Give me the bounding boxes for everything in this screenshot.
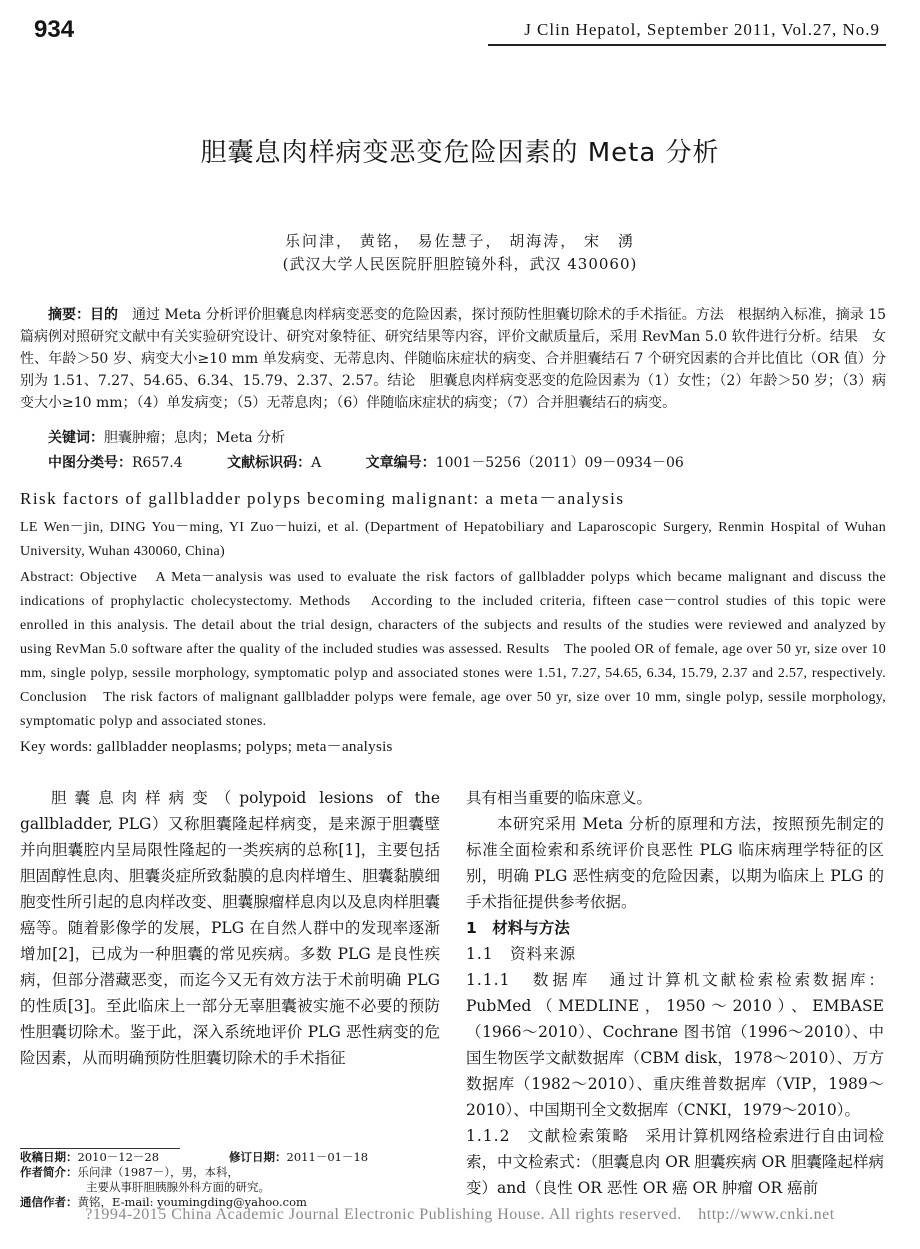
keywords-text: 胆囊肿瘤；息肉；Meta 分析 [104, 430, 286, 446]
abstract-label: 摘要：目的 [48, 307, 119, 323]
clc-label: 中图分类号： [48, 455, 132, 471]
doc-code-value: A [311, 455, 322, 471]
english-abstract: Abstract: Objective A Meta－analysis was used to evaluate the risk factors of gallbladder polyps which became malignant and discuss the indications of prophylactic cholecystectomy. Methods According to the included criteria, fifteen case－control studies of this topic were enrolled in this analysis. The detail about the trial design, characters of the subjects and results of the studies were reviewed and analyzed by using RevMan 5.0 software after the quality of the included studies was assessed. Results The pooled OR of female, age over 50 yr, size over 10 mm, single polyp, sessile morphology, symptomatic polyp and associated stones were 1.51, 7.27, 54.65, 6.34, 15.79, 2.37 and 2.57, respectively. Conclusion The risk factors of malignant gallbladder polyps were female, age over 50 yr, size over 10 mm, single polyp, sessile morphology, symptomatic polyp and associated stones. [20, 570, 886, 729]
article-title: 胆囊息肉样病变恶变危险因素的 Meta 分析 [200, 138, 720, 168]
section-heading: 1 材料与方法 [466, 919, 570, 937]
clc-value: R657.4 [132, 455, 183, 471]
keywords-label: 关键词： [48, 430, 104, 446]
journal-citation: J Clin Hepatol, September 2011, Vol.27, No.9 [524, 20, 880, 39]
subsection-heading: 1.1 资料来源 [466, 945, 577, 963]
article-number-value: 1001－5256（2011）09－0934－06 [435, 455, 684, 471]
abstract-text: 通过 Meta 分析评价胆囊息肉样病变恶变的危险因素，探讨预防性胆囊切除术的手术指征。方法 根据纳入标准，摘录 15 篇病例对照研究文献中有关实验研究设计、研究对象特征、研究结果等内容，评价文献质量后，采用 RevMan 5.0 软件进行分析。结果 女性、年龄＞50 岁、病变大小≥10 mm 单发病变、无蒂息肉、伴随临床症状的病变、合并胆囊结石 7 个研究因素的合并比值比（OR 值）分别为 1.51、7.27、54.65、6.34、15.79、2.37、2.57。结论 胆囊息肉样病变恶变的危险因素为（1）女性；（2）年龄＞50 岁；（3）病变大小≥10 mm；（4）单发病变；（5）无蒂息肉；（6）伴随临床症状的病变；（7）合并胆囊结石的病变。 [20, 307, 887, 411]
revised-value: 2011－01－18 [286, 1150, 369, 1164]
body-paragraph: 本研究采用 Meta 分析的原理和方法，按照预先制定的标准全面检索和系统评价良恶性 PLG 临床病理学特征的区别，明确 PLG 恶性病变的危险因素，以期为临床上 PLG 的手术指征提供参考依据。 [466, 815, 884, 911]
paragraph-text: 采用计算机网络检索进行自由词检索，中文检索式：（胆囊息肉 OR 胆囊疾病 OR 胆囊隆起样病变）and（良性 OR 恶性 OR 癌 OR 肿瘤 OR 癌前 [466, 1127, 884, 1197]
bio-value: 乐问津（1987－），男，本科， [77, 1165, 240, 1179]
footnote-bio [20, 1165, 450, 1180]
chinese-abstract [20, 304, 886, 414]
body-paragraph [466, 967, 884, 1123]
author-list: 乐问津， 黄铭， 易佐慧子， 胡海涛， 宋 湧 [284, 232, 636, 250]
body-left-column: 胆囊息肉样病变（polypoid lesions of the gallbladder, PLG）又称胆囊隆起样病变，是来源于胆囊壁并向胆囊腔内呈局限性隆起的一类疾病的总称[1]，主要包括胆固醇性息肉、胆囊炎症所致黏膜的息肉样增生、胆囊黏膜细胞变性所引起的息肉样改变、胆囊腺瘤样息肉以及息肉样胆囊癌等。随着影像学的发展，PLG 在自然人群中的发现率逐渐增加[2]，已成为一种胆囊的常见疾病。多数 PLG 是良性疾病，但部分潜藏恶变，而迄今又无有效方法于术前明确 PLG 的性质[3]。至此临床上一部分无辜胆囊被实施不必要的预防性胆囊切除术。鉴于此，深入系统地评价 PLG 恶性病变的危险因素，从而明确预防性胆囊切除术的手术指征 [20, 789, 440, 1067]
article-number-label: 文章编号： [365, 455, 436, 471]
copyright-watermark: ?1994-2015 China Academic Journal Electronic Publishing House. All rights reserved. http://www.cnki.net [85, 1206, 835, 1223]
english-title: Risk factors of gallbladder polyps becoming malignant: a meta－analysis [20, 489, 625, 508]
received-value: 2010－12－28 [77, 1150, 160, 1164]
corr-value: 黄铭，E-mail: youmingding@yahoo.com [77, 1195, 307, 1209]
received-label: 收稿日期： [20, 1150, 78, 1164]
footnote-bio-line2: 主要从事肝胆胰腺外科方面的研究。 [86, 1180, 270, 1194]
footnote-rule [20, 1148, 180, 1149]
classification-line [48, 452, 684, 472]
affiliation: (武汉大学人民医院肝胆腔镜外科，武汉 430060) [282, 255, 638, 273]
subsubsection-label: 1.1.2 文献检索策略 [466, 1127, 630, 1145]
english-authors: LE Wen－jin, DING You－ming, YI Zuo－huizi, et al. (Department of Hepatobiliary and Laparoscopic Surgery, Renmin Hospital of Wuhan University, Wuhan 430060, China) [20, 520, 886, 559]
bio-label: 作者简介： [20, 1165, 78, 1179]
subsubsection-label: 1.1.1 数据库 [466, 971, 592, 989]
header-rule [488, 44, 886, 46]
body-paragraph: 具有相当重要的临床意义。 [466, 789, 653, 807]
page-number: 934 [34, 16, 75, 43]
paragraph-text: 通过计算机文献检索检索数据库：PubMed（MEDLINE，1950～2010）、EMBASE（1966～2010）、Cochrane 图书馆（1996～2010）、中国生物医学文献数据库（CBM disk，1978～2010）、万方数据库（1982～2010）、重庆维普数据库（VIP，1989～2010）、中国期刊全文数据库（CNKI，1979～2010）。 [466, 971, 884, 1119]
footnote-dates [20, 1150, 450, 1165]
doc-code-label: 文献标识码： [227, 455, 312, 471]
revised-label: 修订日期： [229, 1150, 287, 1164]
body-right-column [466, 785, 884, 1201]
chinese-keywords [48, 427, 285, 447]
corr-label: 通信作者： [20, 1195, 78, 1209]
english-keywords: Key words: gallbladder neoplasms; polyps; meta－analysis [20, 739, 393, 755]
body-paragraph [466, 1123, 884, 1201]
